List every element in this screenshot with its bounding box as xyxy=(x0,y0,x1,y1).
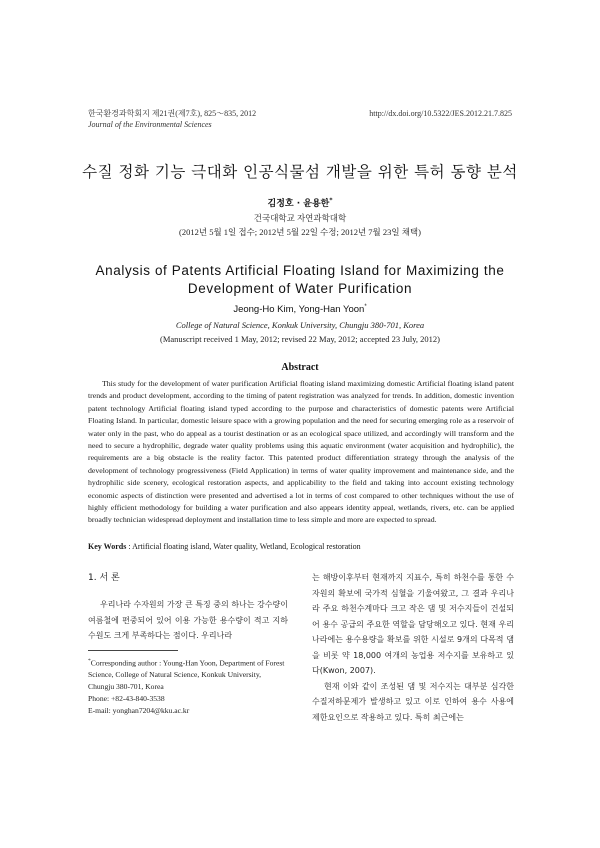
journal-title-ko: 한국환경과학회지 제21권(제7호), 825～835, 2012 xyxy=(88,109,257,118)
affiliation-ko: 건국대학교 자연과학대학 xyxy=(253,213,347,223)
footnote-mark: * xyxy=(88,658,91,664)
corresponding-mark-en: * xyxy=(364,304,367,310)
manuscript-dates-ko: (2012년 5월 1일 접수; 2012년 5월 22일 수정; 2012년 7월 23일 채택) xyxy=(179,227,421,237)
intro-paragraph-2: 는 해방이후부터 현재까지 지표수, 특히 하천수를 통한 수자원의 확보에 국가적 심혈을 기울여왔고, 그 결과 우리나라 주요 하천수계마다 크고 작은 댐 및 저수지들이 건설되어 용수 공급의 주요한 역할을 담당해오고 있다. 현재 우리나라에는 용수용량을 확보를 위한 시설로 9개의 다목적 댐을 비롯 약 18,000 여개의 농업용 저수지를 보유하고 있다(Kwon, 2007). xyxy=(312,573,514,675)
intro-paragraph-1: 우리나라 수자원의 가장 큰 특징 중의 하나는 강수량이 여름철에 편중되어 있어 이용 가능한 용수량이 적고 지하수원도 크게 부족하다는 점이다. 우리나라 xyxy=(88,600,288,640)
intro-paragraph-3: 현재 이와 같이 조성된 댐 및 저수지는 대부분 심각한 수질저하문제가 발생하고 있고 이로 인하여 용수 사용에 제한요인으로 작용하고 있다. 특히 최근에는 xyxy=(312,681,514,722)
paper-title-en: Analysis of Patents Artificial Floating Island for Maximizing the Development of Water Purification xyxy=(95,263,505,296)
abstract-text: This study for the development of water purification Artificial floating island maximizing domestic Artificial floating island patent trends and product development, according to the timing of patent registration was analyzed for trends. In addition, domestic invention patent technology Artificial floating island typed according to the purpose and characteristics of domestic patents were Artificial Floating Island. In particular, domestic leisure space with a growing population and the need for securing emerging role as a reservoir of water only in the past, who do appeal as a tourist destination or as an ecological space utilized, and accordingly will transform and the need to secure a hydrophilic, degrade water quality problems using this aquatic environment (water acquisition and hydrophilic), the requirements are a big obstacle is the reality factor. This patented product differentiation strategy through the analysis of the development of technology progressiveness (Field Application) in terms of water quality improvement and maintenance side, and the hydrophilic side scenery, ecological restoration aspects, and applicability to the field and taking into account existing technology economic aspects of distinction were presented and advertised a lot in terms of cost compared to other techniques without the use of highly efficient methodology for building a water purification and also appears identity appeal, wetlands, rivers, etc. can be applied broadly technician widespread deployment and installation time to less simple and more are expected to spread. xyxy=(88,379,514,525)
journal-title-en: Journal of the Environmental Sciences xyxy=(88,120,212,129)
corresponding-author-text: Corresponding author : Young-Han Yoon, Department of Forest Science, College of Natural Science, Konkuk University, Chungju 380-701, Korea xyxy=(88,658,285,692)
keywords-label: Key Words xyxy=(88,542,127,551)
corresponding-author xyxy=(88,656,288,693)
journal-header xyxy=(88,108,256,130)
section-heading-introduction: 1. 서 론 xyxy=(88,573,120,583)
keywords xyxy=(88,542,514,551)
authors-ko xyxy=(0,196,600,209)
keywords-separator: : xyxy=(126,542,133,551)
footnote-divider xyxy=(88,650,178,651)
corresponding-mark-ko: * xyxy=(329,197,333,204)
authors-en-names: Jeong-Ho Kim, Yong-Han Yoon xyxy=(233,304,365,316)
body-column-right xyxy=(312,570,514,725)
paper-title-ko: 수질 정화 기능 극대화 인공식물섬 개발을 위한 특허 동향 분석 xyxy=(82,163,518,181)
authors-en xyxy=(0,304,600,315)
abstract-heading: Abstract xyxy=(281,362,319,373)
keywords-text: Artificial floating island, Water quality, Wetland, Ecological restoration xyxy=(132,542,361,551)
authors-ko-names: 김정호 · 윤용한 xyxy=(267,199,330,209)
doi-link[interactable]: http://dx.doi.org/10.5322/JES.2012.21.7.825 xyxy=(369,109,512,118)
manuscript-dates-en: (Manuscript received 1 May, 2012; revised 22 May, 2012; accepted 23 July, 2012) xyxy=(160,334,440,344)
email[interactable]: E-mail: yonghan7204@kku.ac.kr xyxy=(88,705,190,715)
affiliation-en: College of Natural Science, Konkuk University, Chungju 380-701, Korea xyxy=(175,320,425,330)
phone: Phone: +82-43-840-3538 xyxy=(88,693,165,703)
footnote xyxy=(88,656,288,717)
body-column-left xyxy=(88,570,288,644)
